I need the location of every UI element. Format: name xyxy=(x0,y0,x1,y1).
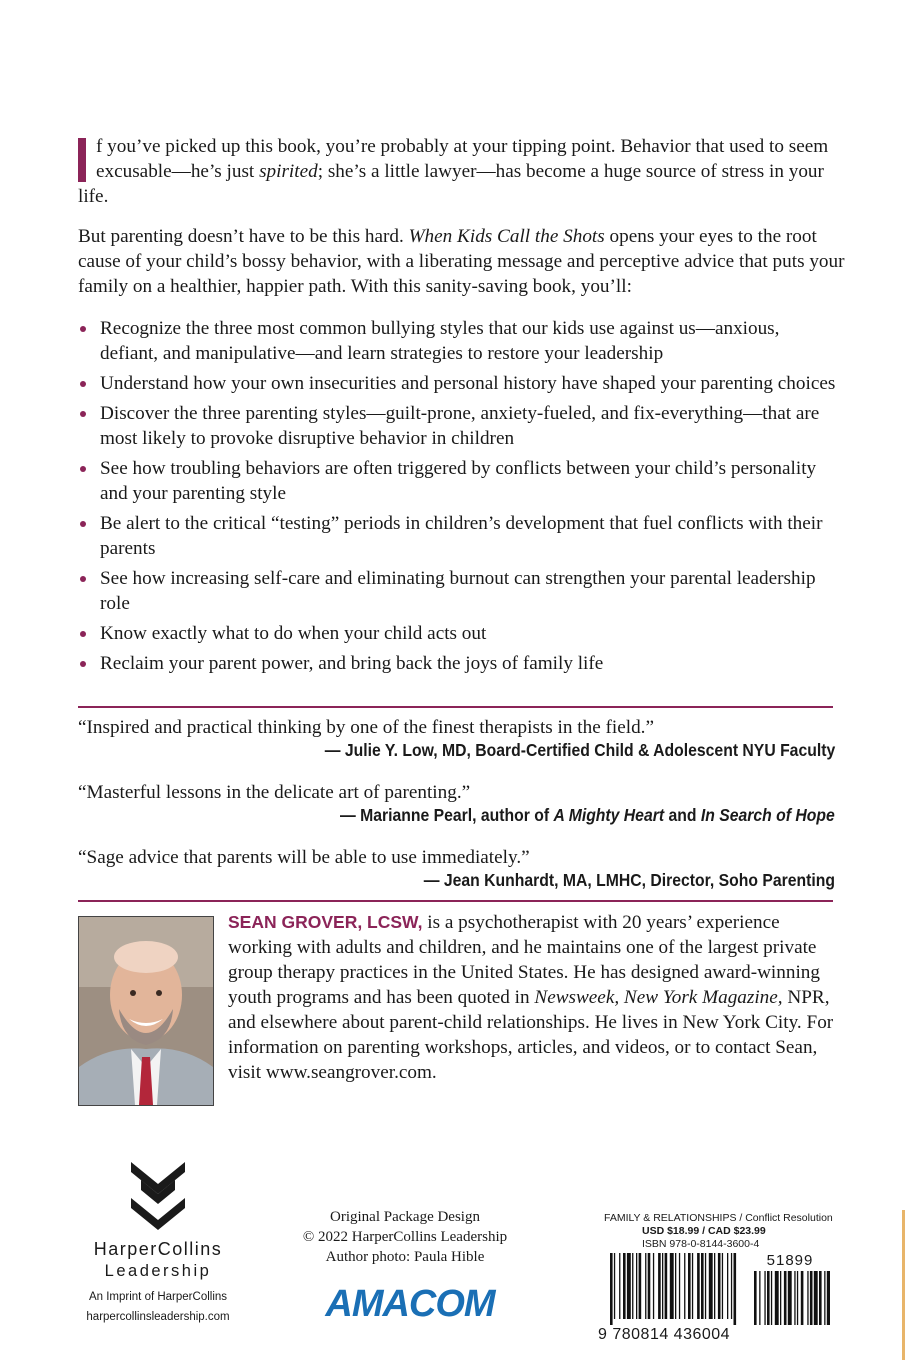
credit-line: Original Package Design xyxy=(330,1209,480,1225)
barcode-bar xyxy=(639,1253,642,1319)
barcode-bar xyxy=(827,1271,830,1325)
intro-text-end: ; she’s a little lawyer—has become a huge source of stress in your life. xyxy=(78,161,824,207)
intro-emphasis: spirited xyxy=(259,161,318,182)
author-bio xyxy=(228,910,838,1085)
list-item xyxy=(78,621,838,646)
author-photo xyxy=(78,916,214,1106)
trim-edge xyxy=(902,1210,905,1360)
bio-text-end: NPR, and elsewhere about parent-child relationships. He lives in New York City. For information on parenting workshops, articles, and videos, or to contact Sean, visit www.seangrover.com. xyxy=(228,987,834,1083)
barcode-bar xyxy=(731,1253,732,1319)
bisac-category: FAMILY & RELATIONSHIPS / Conflict Resolution xyxy=(604,1212,833,1224)
list-item xyxy=(78,316,838,366)
barcode-bar xyxy=(709,1253,713,1319)
list-item xyxy=(78,456,838,506)
list-item-text: Be alert to the critical “testing” periods in children’s development that fuel conflicts with their parents xyxy=(100,513,823,559)
barcode-bar xyxy=(614,1253,615,1319)
description-text-end: opens your eyes to the root cause of your child’s bossy behavior, with a liberating message and perceptive advice that puts your family on a healthier, happier path. With this sanity-saving book, you’ll: xyxy=(78,226,845,297)
barcode-bar xyxy=(807,1271,808,1325)
publisher-url: harpercollinsleadership.com xyxy=(86,1311,230,1323)
copyright-line: © 2022 HarperCollins Leadership xyxy=(302,1229,508,1245)
credits-block xyxy=(290,1207,520,1267)
bullet-icon xyxy=(80,661,86,667)
intro-paragraph xyxy=(78,134,838,209)
review-quote: “Inspired and practical thinking by one of the finest therapists in the field.” xyxy=(78,717,654,738)
barcode-bar xyxy=(705,1253,706,1319)
list-item-text: See how troubling behaviors are often triggered by conflicts between your child’s personality and your parenting style xyxy=(100,458,817,504)
drop-cap xyxy=(78,138,86,182)
bullet-icon xyxy=(80,576,86,582)
barcode-block xyxy=(604,1212,844,1251)
review-quote: “Masterful lessons in the delicate art of parenting.” xyxy=(78,782,471,803)
barcode-bar xyxy=(675,1253,676,1319)
barcode-bar xyxy=(788,1271,792,1325)
barcode-bar xyxy=(701,1253,704,1319)
divider xyxy=(78,706,833,708)
barcode-bar xyxy=(727,1253,728,1319)
divider xyxy=(78,900,833,902)
review-attribution: — Jean Kunhardt, MA, LMHC, Director, Soho Parenting xyxy=(423,870,835,890)
review-attribution: — Julie Y. Low, MD, Board-Certified Child & Adolescent NYU Faculty xyxy=(324,740,835,760)
bio-text: is a psychotherapist with 20 years’ experience working with adults and children, and he maintains one of the largest private group therapy practices in the United States. He has designed award-winning youth programs and has been quoted in xyxy=(228,912,820,1008)
attribution-book-title: A Mighty Heart xyxy=(553,805,665,825)
barcode-bar xyxy=(810,1271,813,1325)
barcode-bar xyxy=(684,1253,685,1319)
barcode-bar xyxy=(670,1253,674,1319)
isbn-label: ISBN 978-0-8144-3600-4 xyxy=(642,1238,760,1250)
barcode-bar xyxy=(794,1271,795,1325)
list-item-text: Understand how your own insecurities and personal history have shaped your parenting choices xyxy=(100,373,836,394)
barcode-bar xyxy=(759,1271,760,1325)
barcode-addon-number: 51899 xyxy=(766,1252,814,1269)
imprint-note: An Imprint of HarperCollins xyxy=(88,1291,228,1303)
list-item-text: Reclaim your parent power, and bring back the joys of family life xyxy=(100,653,604,674)
attribution-text: and xyxy=(664,805,702,825)
barcode-bar xyxy=(784,1271,787,1325)
barcode-bar xyxy=(697,1253,700,1319)
barcode-bar xyxy=(648,1253,651,1319)
barcode-bar xyxy=(632,1253,633,1319)
description-text: But parenting doesn’t have to be this hard. xyxy=(78,226,409,247)
barcode-bar xyxy=(665,1253,668,1319)
book-title: When Kids Call the Shots xyxy=(408,226,605,247)
barcode-bar xyxy=(754,1271,757,1325)
fire-and-water-logo-icon xyxy=(127,1160,189,1232)
barcode-bar xyxy=(627,1253,631,1319)
list-item xyxy=(78,651,838,676)
intro-text: f you’ve picked up this book, you’re probably at your tipping point. Behavior that used to seem excusable—he’s just xyxy=(96,136,829,182)
description-paragraph xyxy=(78,224,858,299)
author-name: SEAN GROVER, LCSW, xyxy=(228,912,423,932)
barcode-bar xyxy=(623,1253,626,1319)
author-portrait-icon xyxy=(79,917,213,1105)
barcode-bar xyxy=(775,1271,779,1325)
barcode-bar xyxy=(780,1271,781,1325)
barcode-bar xyxy=(658,1253,661,1319)
barcode-bar xyxy=(714,1253,715,1319)
bullet-icon xyxy=(80,326,86,332)
barcode-bar xyxy=(619,1253,620,1319)
publisher-block xyxy=(60,1160,256,1324)
attribution-text: — Marianne Pearl, author of xyxy=(340,805,554,825)
bullet-icon xyxy=(80,466,86,472)
barcode-bar xyxy=(679,1253,680,1319)
bullet-icon xyxy=(80,631,86,637)
list-item xyxy=(78,511,838,561)
barcode-bar xyxy=(688,1253,691,1319)
benefit-list xyxy=(78,316,838,681)
barcode-bar xyxy=(653,1253,654,1319)
list-item xyxy=(78,401,838,451)
bio-publications: Newsweek, New York Magazine, xyxy=(534,987,783,1008)
barcode-bar xyxy=(764,1271,765,1325)
attribution-book-title: In Search of Hope xyxy=(701,805,835,825)
barcode-bar xyxy=(771,1271,772,1325)
barcode-digits: 9 780814 436004 xyxy=(598,1326,731,1343)
bullet-icon xyxy=(80,411,86,417)
review-attribution xyxy=(340,805,835,826)
barcode-bar xyxy=(692,1253,693,1319)
barcode-bar xyxy=(662,1253,663,1319)
bullet-icon xyxy=(80,521,86,527)
barcode-bar xyxy=(814,1271,818,1325)
publisher-name: HarperCollins xyxy=(93,1239,223,1259)
list-item xyxy=(78,566,838,616)
barcode-bar xyxy=(636,1253,637,1319)
barcode-bar xyxy=(610,1253,613,1325)
list-item-text: See how increasing self-care and eliminating burnout can strengthen your parental leadership role xyxy=(100,568,816,614)
list-item-text: Discover the three parenting styles—guilt-prone, anxiety-fueled, and fix-everything—that are most likely to provoke disruptive behavior in children xyxy=(100,403,820,449)
review-quote: “Sage advice that parents will be able to use immediately.” xyxy=(78,847,530,868)
barcode-bar xyxy=(767,1271,770,1325)
publisher-imprint-name: Leadership xyxy=(104,1262,212,1280)
photo-credit-line: Author photo: Paula Hible xyxy=(325,1249,485,1265)
list-item-text: Know exactly what to do when your child acts out xyxy=(100,623,487,644)
barcode-bar xyxy=(645,1253,646,1319)
barcode-bar xyxy=(824,1271,825,1325)
barcode-bar xyxy=(734,1253,737,1325)
amacom-logo: AMACOM xyxy=(325,1283,495,1325)
bullet-icon xyxy=(80,381,86,387)
list-item xyxy=(78,371,838,396)
barcode-bar xyxy=(819,1271,822,1325)
price-label: USD $18.99 / CAD $23.99 xyxy=(642,1225,766,1237)
barcode-bar xyxy=(797,1271,798,1325)
barcode-bar xyxy=(801,1271,804,1325)
barcode-bar xyxy=(718,1253,721,1319)
barcode-bar xyxy=(722,1253,723,1319)
list-item-text: Recognize the three most common bullying styles that our kids use against us—anxious, defiant, and manipulative—and learn strategies to restore your leadership xyxy=(100,318,780,364)
